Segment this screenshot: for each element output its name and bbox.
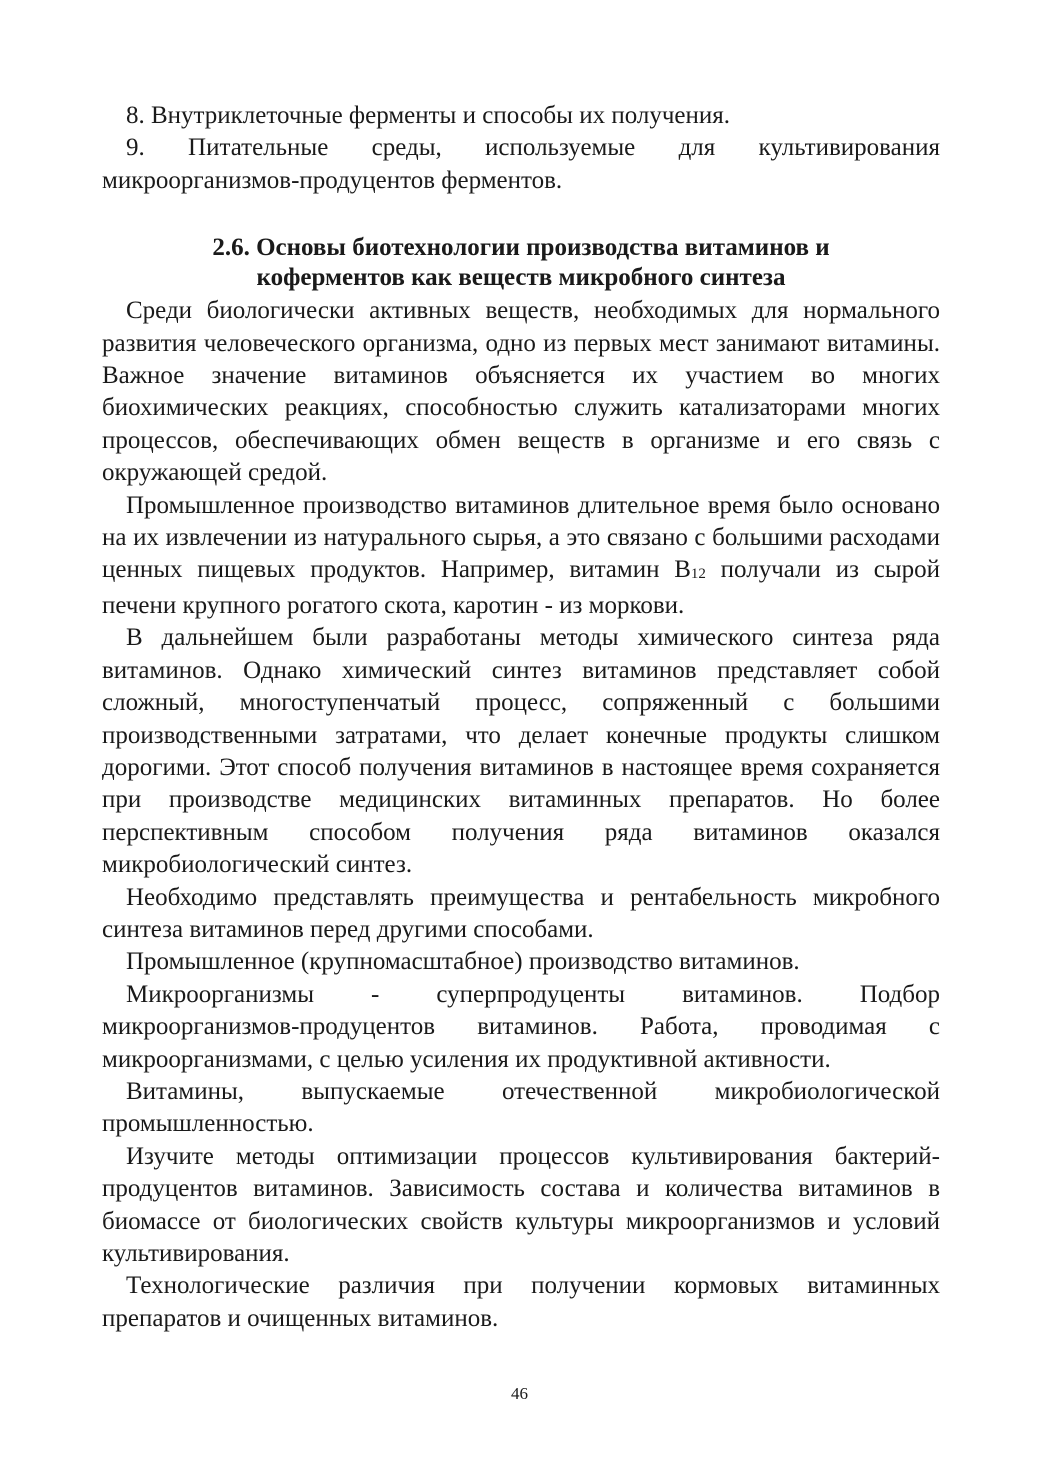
paragraph-2 [102,490,940,623]
paragraph-9: Технологические различия при получении кормовых витаминных препаратов и очищенных витаминов. [102,1272,940,1332]
list-item-9-line-2: микроорганизмов-продуцентов ферментов. [102,166,563,194]
page-body [102,100,940,1335]
paragraph-2-text-a: Промышленное производство витаминов длительное время было основано на их извлечении из натурального сырья, а это связано с большими расходами ценных пищевых продуктов. Например, витамин В [102,491,940,584]
list-item-9-line-1: 9. Питательные среды, используемые для культивирования [126,134,940,162]
paragraph-7: Витамины, выпускаемые отечественной микробиологической промышленностью. [102,1077,940,1138]
section-heading-line-1: 2.6. Основы биотехнологии производства витаминов и [212,234,830,262]
paragraph-5: Промышленное (крупномасштабное) производство витаминов. [126,948,800,976]
paragraph-1: Среди биологически активных веществ, необходимых для нормального развития человеческого организма, одно из первых мест занимают витамины. Важное значение витаминов объясняется их участием во многих биохимических реакциях, способностью служить катализаторами многих процессов, обеспечивающих обмен веществ в организме и его связь с окружающей средой. [102,297,940,487]
vitamin-subscript: 12 [690,566,706,583]
paragraph-2-text-b: получали из сырой печени крупного рогатого скота, каротин - из моркови. [102,556,940,619]
paragraph-6: Микроорганизмы - суперпродуценты витаминов. Подбор микроорганизмов-продуцентов витаминов. Работа, проводимая с микроорганизмами, с целью усиления их продуктивной активности. [102,980,940,1073]
paragraph-4: Необходимо представлять преимущества и рентабельность микробного синтеза витаминов перед другими способами. [102,883,940,943]
paragraph-8: Изучите методы оптимизации процессов культивирования бактерий-продуцентов витаминов. Зависимость состава и количества витаминов в биомассе от биологических свойств культуры микроорганизмов и условий культивирования. [102,1142,940,1267]
section-heading-line-2: коферментов как веществ микробного синтеза [256,264,786,292]
list-item-8: 8. Внутриклеточные ферменты и способы их получения. [126,102,731,129]
page-number: 46 [511,1384,528,1403]
section-heading [102,233,940,293]
paragraph-3: В дальнейшем были разработаны методы химического синтеза ряда витаминов. Однако химический синтез витаминов представляет собой сложный, многоступенчатый процесс, сопряженный с большими производственными затратами, что делает конечные продукты слишком дорогими. Этот способ получения витаминов в настоящее время сохраняется при производстве медицинских витаминных препаратов. Но более перспективным способом получения ряда витаминов оказался микробиологический синтез. [102,624,940,879]
